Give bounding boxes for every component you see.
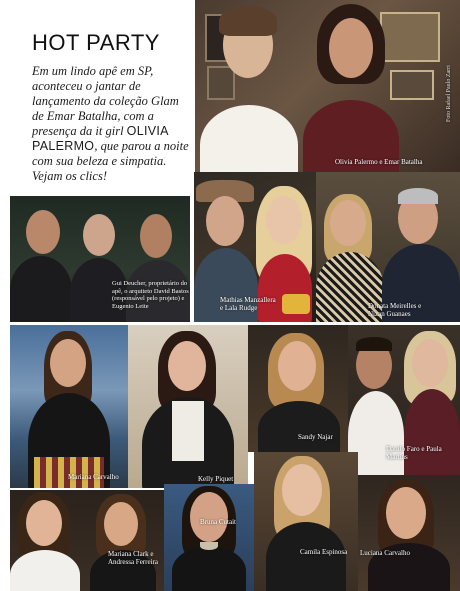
person-hair bbox=[398, 188, 438, 204]
photo-caption: Mathias Manzallera e Lala Rudge bbox=[220, 296, 276, 312]
person-figure bbox=[258, 401, 340, 452]
photo-caption: Sandy Najar bbox=[298, 433, 333, 441]
person-head bbox=[278, 341, 316, 391]
person-head bbox=[190, 492, 228, 542]
person-head bbox=[168, 341, 206, 391]
photo-portrait-6 bbox=[358, 475, 460, 591]
person-figure bbox=[404, 389, 460, 475]
person-head bbox=[330, 200, 366, 246]
photo-credit: Foto Rafael Paulo Zarri bbox=[446, 65, 452, 122]
person-head bbox=[104, 502, 138, 546]
photo-portrait-2 bbox=[128, 325, 248, 488]
photo-couple-2 bbox=[316, 172, 460, 322]
person-figure bbox=[172, 546, 246, 591]
wall-frame-4 bbox=[390, 70, 434, 100]
person-head bbox=[140, 214, 172, 258]
photo-hero bbox=[195, 0, 460, 172]
necklace bbox=[200, 542, 218, 550]
wall-frame-2 bbox=[207, 66, 235, 100]
person-head bbox=[266, 196, 302, 244]
wall-frame-3 bbox=[380, 12, 440, 62]
intro-text-end: , que parou a noite com sua beleza e simpatia. Vejam os clics! bbox=[32, 139, 189, 183]
photo-portrait-4 bbox=[164, 484, 254, 591]
person-face bbox=[329, 18, 373, 78]
person-head bbox=[83, 214, 115, 256]
person-head bbox=[282, 464, 322, 516]
person-hair bbox=[219, 6, 277, 36]
photo-couple-1 bbox=[194, 172, 316, 322]
intro-text-start: Em um lindo apê em SP, aconteceu o jantar de lançamento da coleção Glam de Emar Batalha, com a presença da it girl bbox=[32, 64, 179, 138]
person-head bbox=[386, 487, 426, 539]
intro-paragraph bbox=[32, 64, 192, 184]
photo-couple-4 bbox=[10, 490, 164, 591]
person-figure bbox=[10, 550, 80, 591]
photo-caption: Kelly Piquet bbox=[198, 475, 234, 483]
photo-caption: Danilo Faro e Paula Martins bbox=[386, 445, 442, 461]
page-title: HOT PARTY bbox=[32, 30, 160, 55]
photo-caption: Mariana Clark e Andressa Ferreira bbox=[108, 550, 158, 566]
photo-couple-3 bbox=[348, 325, 460, 475]
photo-caption: Donata Meirelles e Nizan Guanaes bbox=[368, 302, 422, 318]
photo-caption: Camila Espinosa bbox=[300, 548, 348, 556]
person-figure bbox=[266, 522, 346, 591]
photo-caption: Olivia Palermo e Emar Batalha bbox=[335, 158, 423, 166]
person-figure bbox=[10, 256, 72, 322]
photo-caption: Luciana Carvalho bbox=[360, 549, 410, 557]
handbag bbox=[282, 294, 310, 314]
person-head bbox=[50, 339, 86, 387]
person-head bbox=[412, 339, 448, 387]
photo-portrait-3 bbox=[248, 325, 348, 452]
photo-portrait-5 bbox=[254, 452, 358, 591]
person-figure bbox=[200, 105, 298, 172]
photo-caption: Mariana Carvalho bbox=[68, 473, 119, 481]
photo-caption: Gui Deucher, proprietário do apê, o arquiteto David Bastos (responsável pelo projeto) e Eugenio Leite bbox=[112, 280, 189, 310]
person-head bbox=[206, 196, 244, 246]
photo-group-men bbox=[10, 196, 190, 322]
photo-caption: Bruna Cutait bbox=[200, 518, 236, 526]
intro-highlight-name: OLIVIA PALERMO bbox=[32, 124, 169, 153]
top-garment bbox=[172, 401, 204, 461]
person-head bbox=[26, 500, 62, 546]
photo-portrait-1 bbox=[10, 325, 128, 488]
person-hair bbox=[356, 337, 392, 351]
person-head bbox=[26, 210, 60, 254]
